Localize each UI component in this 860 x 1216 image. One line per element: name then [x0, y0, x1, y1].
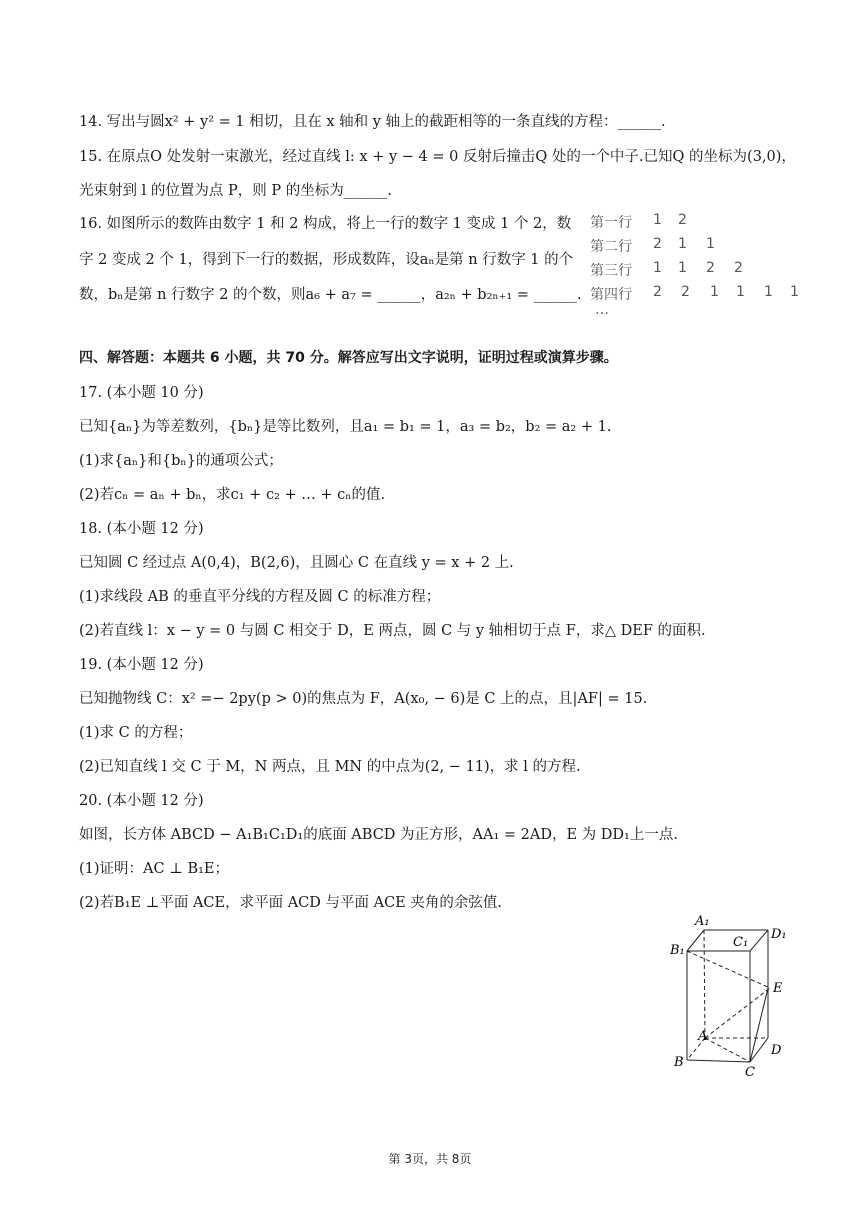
q19-part-2: (2)已知直线 l 交 C 于 M，N 两点，且 MN 的中点为(2, − 11)，求 l 的方程.: [79, 759, 581, 775]
q17-stem: 已知{aₙ}为等差数列，{bₙ}是等比数列，且a₁ = b₁ = 1，a₃ = b₂，b₂ = a₂ + 1.: [79, 419, 612, 435]
question-16-line-2: 字 2 变成 2 个 1，得到下一行的数据，形成数阵，设aₙ是第 n 行数字 1 的个: [79, 252, 574, 268]
edge: [687, 930, 704, 951]
edge: [750, 988, 768, 1062]
question-15-line-2: 光束射到 l 的位置为点 P，则 P 的坐标为______.: [79, 183, 392, 199]
edge-hidden: [687, 951, 770, 988]
q17-title: 17. (本小题 10 分): [79, 385, 204, 401]
array-row-label: 第二行: [590, 239, 632, 255]
edge: [750, 930, 768, 951]
label-e: E: [773, 981, 783, 996]
array-num: 2: [678, 212, 687, 228]
q19-stem: 已知抛物线 C：x² =− 2py(p > 0)的焦点为 F，A(x₀, − 6)是 C 上的点，且|AF| = 15.: [79, 691, 648, 707]
edge-hidden: [705, 1038, 750, 1062]
edge: [687, 1060, 750, 1062]
question-16-line-3: 数，bₙ是第 n 行数字 2 的个数，则a₆ + a₇ = ______，a₂ₙ + b₂ₙ₊₁ = ______.: [79, 287, 582, 303]
q18-title: 18. (本小题 12 分): [79, 521, 204, 537]
label-c1: C₁: [733, 935, 749, 950]
label-a: A: [698, 1029, 708, 1044]
page-footer: 第 3页，共 8页: [388, 1152, 472, 1166]
array-num: 1: [653, 260, 662, 276]
q17-part-1: (1)求{aₙ}和{bₙ}的通项公式；: [79, 453, 283, 469]
q19-title: 19. (本小题 12 分): [79, 657, 204, 673]
q20-stem: 如图，长方体 ABCD − A₁B₁C₁D₁的底面 ABCD 为正方形，AA₁ = 2AD，E 为 DD₁上一点.: [79, 827, 678, 843]
q19-part-1: (1)求 C 的方程；: [79, 725, 193, 741]
q20-part-2: (2)若B₁E ⊥平面 ACE，求平面 ACD 与平面 ACE 夹角的余弦值.: [79, 895, 502, 911]
section-4-heading: 四、解答题：本题共 6 小题，共 70 分。解答应写出文字说明，证明过程或演算步骤。: [79, 350, 618, 366]
question-16-line-1: 16. 如图所示的数阵由数字 1 和 2 构成，将上一行的数字 1 变成 1 个 2，数: [79, 216, 572, 232]
label-c: C: [745, 1065, 755, 1078]
edge-hidden: [704, 930, 705, 1038]
array-num: 2: [734, 260, 743, 276]
q18-part-1: (1)求线段 AB 的垂直平分线的方程及圆 C 的标准方程；: [79, 589, 441, 605]
q20-part-1: (1)证明：AC ⊥ B₁E；: [79, 861, 230, 877]
array-row-label: 第一行: [590, 215, 632, 231]
q18-part-2: (2)若直线 l：x − y = 0 与圆 C 相交于 D，E 两点，圆 C 与 y 轴相切于点 F，求△ DEF 的面积.: [79, 623, 706, 639]
question-15-line-1: 15. 在原点O 处发射一束激光，经过直线 l: x + y − 4 = 0 反射后撞击Q 处的一个中子.已知Q 的坐标为(3,0)，: [79, 149, 796, 165]
array-ellipsis: …: [595, 302, 609, 318]
array-num: 2: [681, 284, 690, 300]
array-num: 1: [764, 284, 773, 300]
array-row-label: 第三行: [590, 263, 632, 279]
label-d: D: [771, 1043, 782, 1058]
array-num: 1: [653, 212, 662, 228]
array-num: 2: [653, 236, 662, 252]
q20-title: 20. (本小题 12 分): [79, 793, 204, 809]
question-14: 14. 写出与圆x² + y² = 1 相切，且在 x 轴和 y 轴上的截距相等的一条直线的方程：______.: [79, 114, 666, 130]
array-num: 2: [706, 260, 715, 276]
array-num: 1: [678, 236, 687, 252]
array-num: 1: [710, 284, 719, 300]
array-num: 2: [653, 284, 662, 300]
array-num: 1: [678, 260, 687, 276]
array-num: 1: [736, 284, 745, 300]
array-num: 1: [706, 236, 715, 252]
array-row-label: 第四行: [590, 287, 632, 303]
label-a1: A₁: [695, 914, 710, 929]
q17-part-2: (2)若cₙ = aₙ + bₙ，求c₁ + c₂ + … + cₙ的值.: [79, 487, 386, 503]
edge-hidden: [705, 988, 770, 1038]
array-num: 1: [790, 284, 799, 300]
q18-stem: 已知圆 C 经过点 A(0,4)，B(2,6)，且圆心 C 在直线 y = x + 2 上.: [79, 555, 514, 571]
cuboid-figure: [665, 908, 805, 1078]
label-b: B: [674, 1055, 684, 1070]
label-d1: D₁: [771, 927, 787, 942]
label-b1: B₁: [670, 943, 685, 958]
